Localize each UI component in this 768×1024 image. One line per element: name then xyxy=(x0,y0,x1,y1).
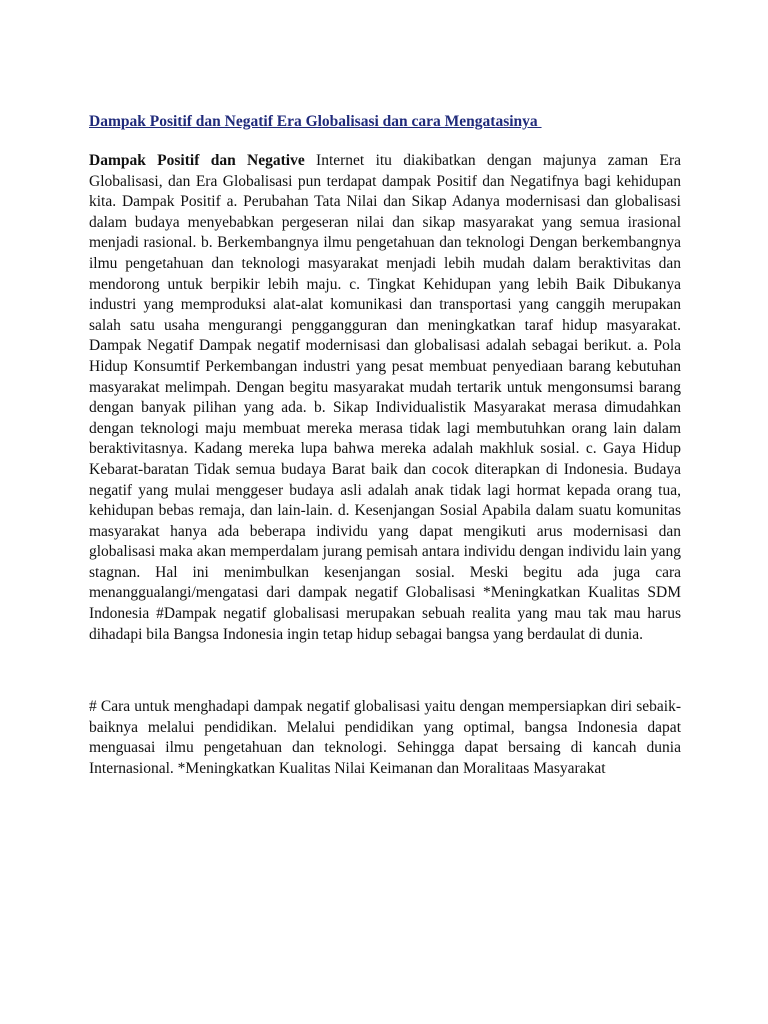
paragraph-main-body: Internet itu diakibatkan dengan majunya zaman Era Globalisasi, dan Era Globalisasi pun terdapat dampak Positif dan Negatifnya bagi kehidupan kita. Dampak Positif a. Perubahan Tata Nilai dan Sikap Adanya modernisasi dan globalisasi dalam budaya menyebabkan pergeseran nilai dan sikap masyarakat yang semua irasional menjadi rasional. b. Berkembangnya ilmu pengetahuan dan teknologi Dengan berkembangnya ilmu pengetahuan dan teknologi masyarakat menjadi lebih mudah dalam beraktivitas dan mendorong untuk berpikir lebih maju. c. Tingkat Kehidupan yang lebih Baik Dibukanya industri yang memproduksi alat-alat komunikasi dan transportasi yang canggih merupakan salah satu usaha mengurangi penggangguran dan meningkatkan taraf hidup masyarakat. Dampak Negatif Dampak negatif modernisasi dan globalisasi adalah sebagai berikut. a. Pola Hidup Konsumtif Perkembangan industri yang pesat membuat penyediaan barang kebutuhan masyarakat melimpah. Dengan begitu masyarakat mudah tertarik untuk mengonsumsi barang dengan banyak pilihan yang ada. b. Sikap Individualistik Masyarakat merasa dimudahkan dengan teknologi maju membuat mereka merasa tidak lagi membutuhkan orang lain dalam beraktivitasnya. Kadang mereka lupa bahwa mereka adalah makhluk sosial. c. Gaya Hidup Kebarat-baratan Tidak semua budaya Barat baik dan cocok diterapkan di Indonesia. Budaya negatif yang mulai menggeser budaya asli adalah anak tidak lagi hormat kepada orang tua, kehidupan bebas remaja, dan lain-lain. d. Kesenjangan Sosial Apabila dalam suatu komunitas masyarakat hanya ada beberapa individu yang dapat mengikuti arus modernisasi dan globalisasi maka akan memperdalam jurang pemisah antara individu dengan individu lain yang stagnan. Hal ini menimbulkan kesenjangan sosial. Meski begitu ada juga cara menanggualangi/mengatasi dari dampak negatif Globalisasi *Meningkatkan Kualitas SDM Indonesia #Dampak negatif globalisasi merupakan sebuah realita yang mau tak mau harus dihadapi bila Bangsa Indonesia ingin tetap hidup sebagai bangsa yang berdaulat di dunia. xyxy=(89,152,681,643)
document-title: Dampak Positif dan Negatif Era Globalisasi dan cara Mengatasinya xyxy=(89,113,542,130)
paragraph-lead: Dampak Positif dan Negative xyxy=(89,152,305,169)
document-page xyxy=(89,112,681,780)
paragraph-main xyxy=(89,151,681,645)
paragraph-second: # Cara untuk menghadapi dampak negatif globalisasi yaitu dengan mempersiapkan diri sebaik-baiknya melalui pendidikan. Melalui pendidikan yang optimal, bangsa Indonesia dapat menguasai ilmu pengetahuan dan teknologi. Sehingga dapat bersaing di kancah dunia Internasional. *Meningkatkan Kualitas Nilai Keimanan dan Moralitaas Masyarakat xyxy=(89,698,681,778)
